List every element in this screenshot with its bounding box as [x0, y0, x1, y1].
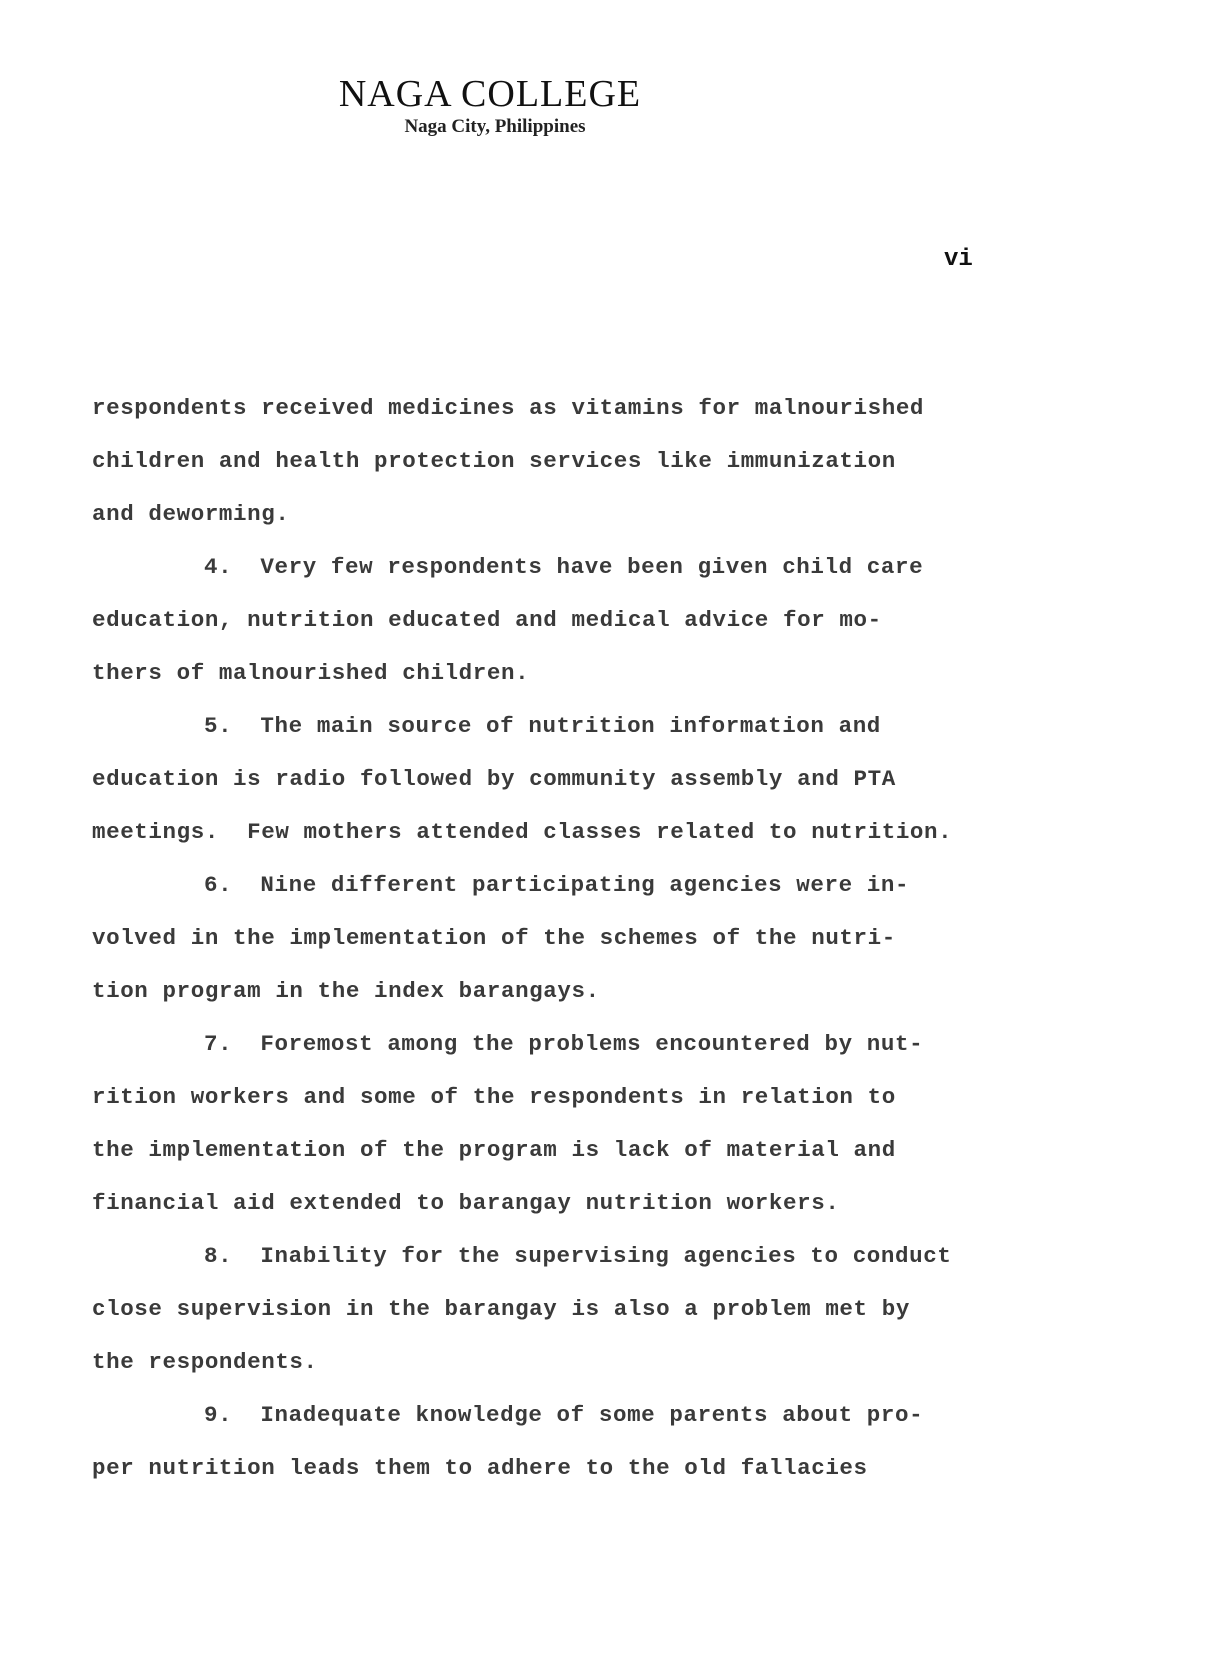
text-line: 8. Inability for the supervising agencies to conduct	[204, 1243, 952, 1269]
page-number: vi	[944, 246, 973, 273]
text-line: rition workers and some of the respondents in relation to	[92, 1084, 896, 1110]
text-line: thers of malnourished children.	[92, 660, 530, 686]
text-line: the implementation of the program is lack of material and	[92, 1137, 896, 1163]
text-line: education is radio followed by community assembly and PTA	[92, 766, 896, 792]
text-line: respondents received medicines as vitamins for malnourished	[92, 395, 925, 421]
text-line: meetings. Few mothers attended classes related to nutrition.	[92, 819, 953, 845]
college-name: NAGA COLLEGE	[338, 73, 642, 115]
text-line: and deworming.	[92, 501, 290, 527]
text-line: 5. The main source of nutrition information and	[204, 713, 881, 739]
text-line: financial aid extended to barangay nutrition workers.	[92, 1190, 840, 1216]
text-line: 6. Nine different participating agencies were in-	[204, 872, 910, 898]
college-location: Naga City, Philippines	[404, 116, 586, 137]
letterhead	[300, 72, 680, 138]
text-line: the respondents.	[92, 1349, 318, 1375]
text-line: close supervision in the barangay is also a problem met by	[92, 1296, 910, 1322]
text-line: tion program in the index barangays.	[92, 978, 600, 1004]
text-line: 4. Very few respondents have been given child care	[204, 554, 924, 580]
text-line: volved in the implementation of the schemes of the nutri-	[92, 925, 896, 951]
text-line: 7. Foremost among the problems encountered by nut-	[204, 1031, 924, 1057]
text-line: education, nutrition educated and medical advice for mo-	[92, 607, 882, 633]
text-line: children and health protection services like immunization	[92, 448, 896, 474]
body-text	[92, 382, 1102, 1495]
text-line: 9. Inadequate knowledge of some parents about pro-	[204, 1402, 924, 1428]
text-line: per nutrition leads them to adhere to the old fallacies	[92, 1455, 868, 1481]
